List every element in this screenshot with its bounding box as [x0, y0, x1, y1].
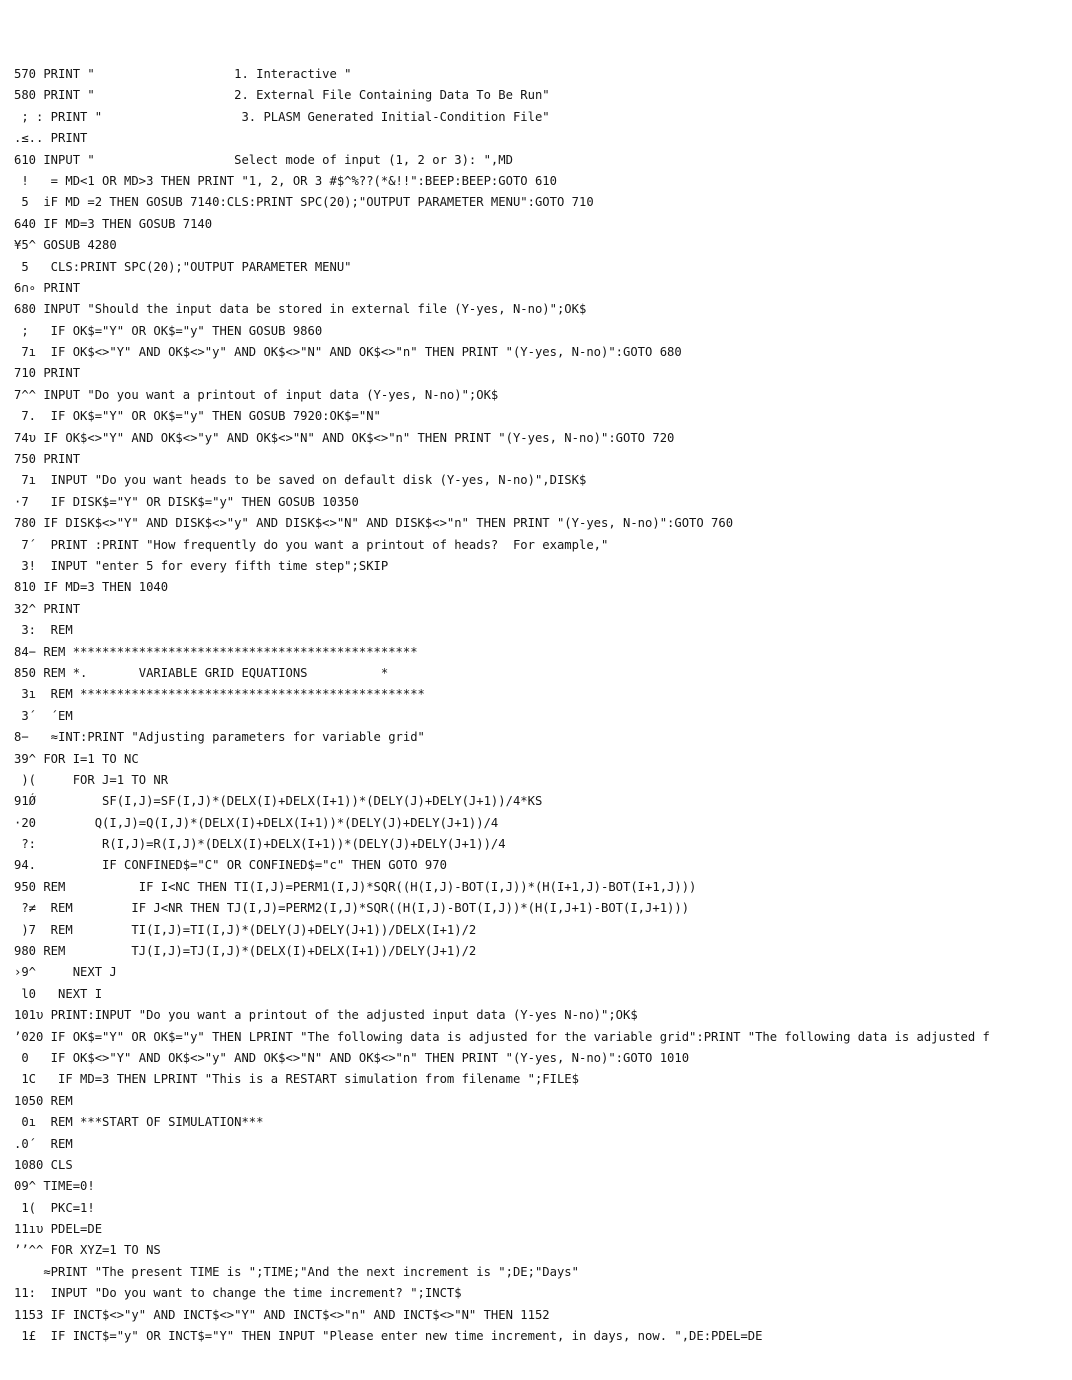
code-line: 1050 REM — [14, 1093, 73, 1108]
code-line: l0 NEXT I — [14, 986, 103, 1001]
code-line: )7 REM TI(I,J)=TI(I,J)*(DELY(J)+DELY(J+1))/DELX(I+1)/2 — [14, 922, 477, 937]
code-line: 3: REM — [14, 623, 73, 638]
code-line: 3ı REM *********************************************** — [14, 687, 425, 702]
code-line: 7^^ INPUT "Do you want a printout of input data (Y-yes, N-no)";OK$ — [14, 387, 499, 402]
code-line: ›9^ NEXT J — [14, 965, 117, 980]
code-line: 980 REM TJ(I,J)=TJ(I,J)*(DELX(I)+DELX(I+1))/DELY(J+1)/2 — [14, 944, 477, 959]
code-line: ¥5^ GOSUB 4280 — [14, 238, 117, 253]
code-line: 94. IF CONFINED$="C" OR CONFINED$="c" THEN GOTO 970 — [14, 858, 447, 873]
code-line: ’’^^ FOR XYZ=1 TO NS — [14, 1243, 161, 1258]
code-line: 5 iF MD =2 THEN GOSUB 7140:CLS:PRINT SPC(20);"OUTPUT PARAMETER MENU":GOTO 710 — [14, 195, 594, 210]
code-line — [14, 1347, 1072, 1368]
code-line: 780 IF DISK$<>"Y" AND DISK$<>"y" AND DISK$<>"N" AND DISK$<>"n" THEN PRINT "(Y-yes, N-no)":GOTO 760 — [14, 516, 734, 531]
code-line: 7´ PRINT :PRINT "How frequently do you want a printout of heads? For example," — [14, 537, 609, 552]
code-line: 11: INPUT "Do you want to change the time increment? ";INCT$ — [14, 1286, 462, 1301]
code-line: .0´ REM — [14, 1136, 73, 1151]
code-line: 810 IF MD=3 THEN 1040 — [14, 580, 169, 595]
code-line: ·20 Q(I,J)=Q(I,J)*(DELX(I)+DELX(I+1))*(DELY(J)+DELY(J+1))/4 — [14, 815, 499, 830]
code-line: .≤.. PRINT — [14, 131, 88, 146]
code-line: ?≠ REM IF J<NR THEN TJ(I,J)=PERM2(I,J)*SQR((H(I,J)-BOT(I,J))*(H(I,J+1)-BOT(I,J+1))) — [14, 901, 690, 916]
code-line: 11ıυ PDEL=DE — [14, 1222, 103, 1237]
code-line: 7ı IF OK$<>"Y" AND OK$<>"y" AND OK$<>"N" AND OK$<>"n" THEN PRINT "(Y-yes, N-no)":GOTO 680 — [14, 345, 682, 360]
code-line: 7. IF OK$="Y" OR OK$="y" THEN GOSUB 7920:OK$="N" — [14, 409, 381, 424]
code-line: 750 PRINT — [14, 452, 81, 467]
code-line: 3´ ´EM — [14, 708, 73, 723]
code-line: 7ı INPUT "Do you want heads to be saved on default disk (Y-yes, N-no)",DISK$ — [14, 473, 587, 488]
code-line: 3! INPUT "enter 5 for every fifth time step";SKIP — [14, 558, 389, 573]
code-line: ’020 IF OK$="Y" OR OK$="y" THEN LPRINT "The following data is adjusted for the variable grid":PRINT "The following data is adjusted f — [14, 1029, 990, 1044]
code-line: ; : PRINT " 3. PLASM Generated Initial-Condition File" — [14, 109, 550, 124]
code-line: 39^ FOR I=1 TO NC — [14, 751, 139, 766]
code-line: 84− REM *********************************************** — [14, 644, 418, 659]
code-line: 610 INPUT " Select mode of input (1, 2 or 3): ",MD — [14, 152, 513, 167]
code-line: 1153 IF INCT$<>"y" AND INCT$<>"Y" AND INCT$<>"n" AND INCT$<>"N" THEN 1152 — [14, 1307, 550, 1322]
code-line: 1080 CLS — [14, 1157, 73, 1172]
code-line: 0ı REM ***START OF SIMULATION*** — [14, 1115, 264, 1130]
code-line: 640 IF MD=3 THEN GOSUB 7140 — [14, 216, 213, 231]
code-line: 710 PRINT — [14, 366, 81, 381]
code-line: 32^ PRINT — [14, 601, 81, 616]
code-line: 580 PRINT " 2. External File Containing Data To Be Run" — [14, 88, 550, 103]
code-line: ! = MD<1 OR MD>3 THEN PRINT "1, 2, OR 3 #$^%??(*&!!":BEEP:BEEP:GOTO 610 — [14, 173, 557, 188]
code-line: 8− ≈INT:PRINT "Adjusting parameters for variable grid" — [14, 730, 425, 745]
code-line: )( FOR J=1 TO NR — [14, 772, 169, 787]
code-line: 6∩∘ PRINT — [14, 280, 81, 295]
code-line: ≈PRINT "The present TIME is ";TIME;"And the next increment is ";DE;"Days" — [14, 1264, 579, 1279]
code-line: 91Ǿ SF(I,J)=SF(I,J)*(DELX(I)+DELX(I+1))*(DELY(J)+DELY(J+1))/4*KS — [14, 794, 543, 809]
code-line: 1C IF MD=3 THEN LPRINT "This is a RESTART simulation from filename ";FILE$ — [14, 1072, 579, 1087]
code-line: ·7 IF DISK$="Y" OR DISK$="y" THEN GOSUB 10350 — [14, 494, 359, 509]
code-line: 950 REM IF I<NC THEN TI(I,J)=PERM1(I,J)*SQR((H(I,J)-BOT(I,J))*(H(I+1,J)-BOT(I+1,J))) — [14, 879, 697, 894]
code-line: ?: R(I,J)=R(I,J)*(DELX(I)+DELX(I+1))*(DELY(J)+DELY(J+1))/4 — [14, 837, 506, 852]
basic-program-listing — [14, 64, 1072, 1369]
code-line: 1( PKC=1! — [14, 1200, 95, 1215]
code-line: 850 REM *. VARIABLE GRID EQUATIONS * — [14, 665, 389, 680]
code-line: 09^ TIME=0! — [14, 1179, 95, 1194]
code-line: 1£ IF INCT$="y" OR INCT$="Y" THEN INPUT "Please enter new time increment, in days, now. ",DE:PDEL=DE — [14, 1329, 763, 1344]
code-line: 680 INPUT "Should the input data be stored in external file (Y-yes, N-no)";OK$ — [14, 302, 587, 317]
code-line: 0 IF OK$<>"Y" AND OK$<>"y" AND OK$<>"N" AND OK$<>"n" THEN PRINT "(Y-yes, N-no)":GOTO 1010 — [14, 1050, 690, 1065]
code-line: 74υ IF OK$<>"Y" AND OK$<>"y" AND OK$<>"N" AND OK$<>"n" THEN PRINT "(Y-yes, N-no)":GOTO 720 — [14, 430, 675, 445]
code-line: 5 CLS:PRINT SPC(20);"OUTPUT PARAMETER MENU" — [14, 259, 352, 274]
code-line: ; IF OK$="Y" OR OK$="y" THEN GOSUB 9860 — [14, 323, 323, 338]
code-line: 101υ PRINT:INPUT "Do you want a printout of the adjusted input data (Y-yes N-no)";OK$ — [14, 1008, 638, 1023]
code-line: 570 PRINT " 1. Interactive " — [14, 67, 352, 81]
